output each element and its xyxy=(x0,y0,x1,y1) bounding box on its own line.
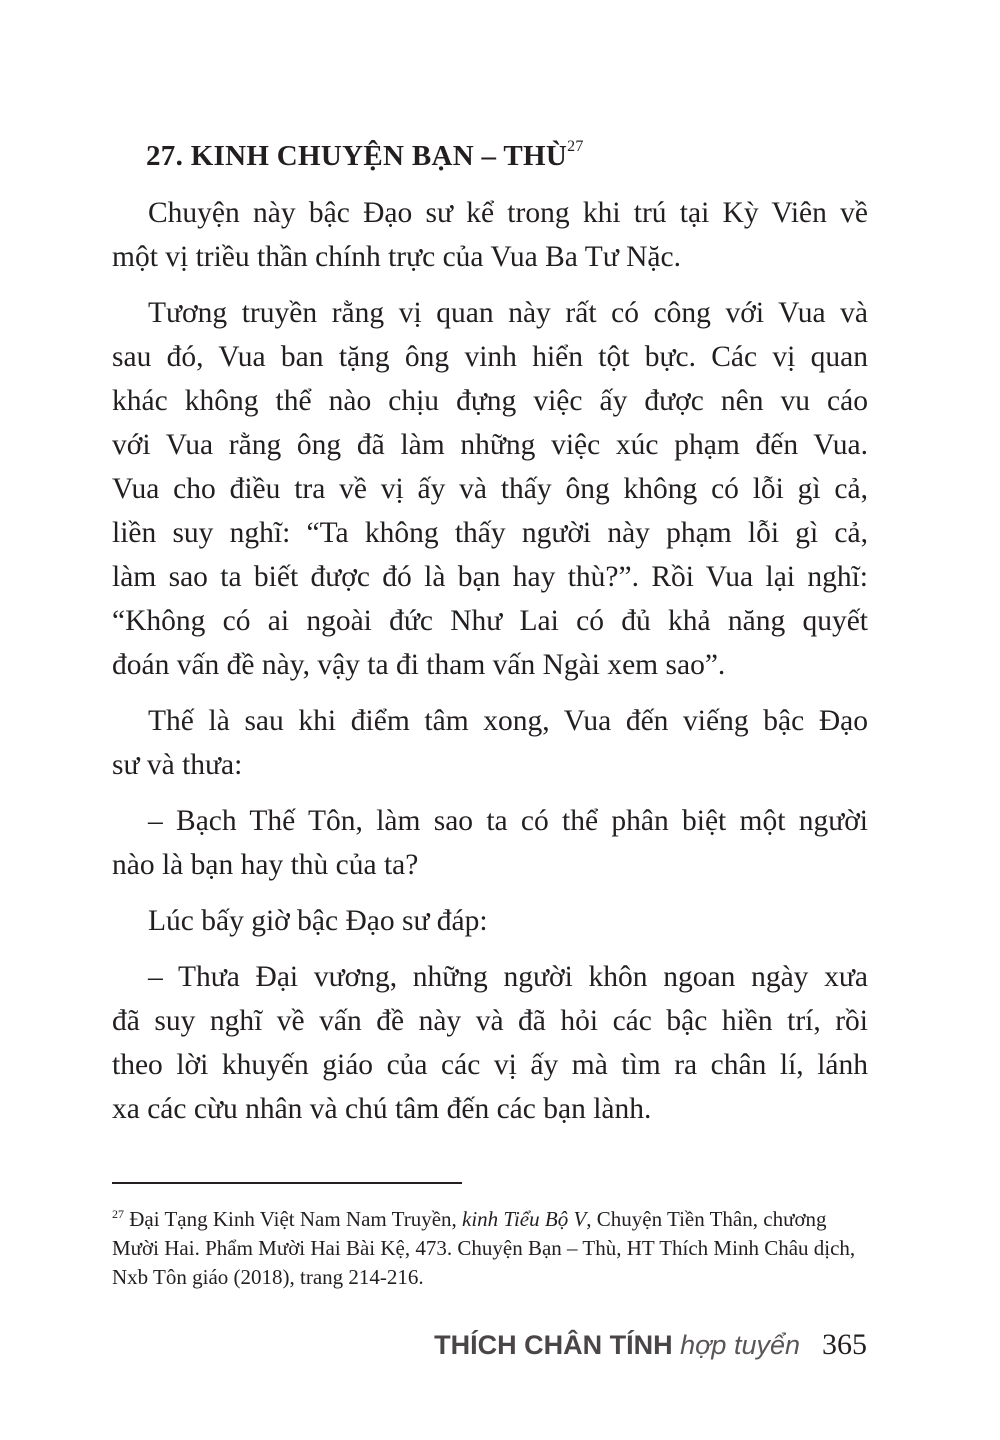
text-line: – Thưa Đại vương, những người khôn ngoan ngày xưa xyxy=(148,961,868,993)
footnote-divider xyxy=(112,1182,462,1184)
footnote-text: Đại Tạng Kinh Việt Nam Nam Truyền, xyxy=(129,1207,463,1231)
text-line: Tương truyền rằng vị quan này rất có công với Vua và xyxy=(148,297,868,329)
text-line: xa các cừu nhân và chú tâm đến các bạn lành. xyxy=(112,1093,652,1125)
text-line: nào là bạn hay thù của ta? xyxy=(112,849,419,881)
paragraph xyxy=(112,799,868,887)
footnote-italic: kinh Tiểu Bộ V xyxy=(462,1207,587,1231)
chapter-title xyxy=(146,138,584,173)
text-line: đã suy nghĩ về vấn đề này và đã hỏi các bậc hiền trí, rồi xyxy=(112,1005,868,1037)
paragraph xyxy=(112,899,868,943)
text-line: sư và thưa: xyxy=(112,749,243,781)
text-line: với Vua rằng ông đã làm những việc xúc phạm đến Vua. xyxy=(112,429,868,461)
body-text xyxy=(112,191,868,1143)
footnote-number: 27 xyxy=(112,1207,124,1221)
text-line: Chuyện này bậc Đạo sư kể trong khi trú tại Kỳ Viên về xyxy=(148,197,868,229)
paragraph xyxy=(112,955,868,1131)
text-line: làm sao ta biết được đó là bạn hay thù?”. Rồi Vua lại nghĩ: xyxy=(112,561,868,593)
text-line: Thế là sau khi điểm tâm xong, Vua đến viếng bậc Đạo xyxy=(148,705,868,737)
text-line: đoán vấn đề này, vậy ta đi tham vấn Ngài xem sao”. xyxy=(112,649,726,681)
text-line: – Bạch Thế Tôn, làm sao ta có thể phân biệt một người xyxy=(148,805,868,837)
paragraph xyxy=(112,291,868,687)
text-line: Lúc bấy giờ bậc Đạo sư đáp: xyxy=(148,905,488,937)
text-line: liền suy nghĩ: “Ta không thấy người này phạm lỗi gì cả, xyxy=(112,517,868,549)
text-line: Vua cho điều tra về vị ấy và thấy ông không có lỗi gì cả, xyxy=(112,473,868,505)
paragraph xyxy=(112,699,868,787)
text-line: sau đó, Vua ban tặng ông vinh hiển tột bực. Các vị quan xyxy=(112,341,868,373)
footer-subtitle: hợp tuyển xyxy=(680,1330,800,1360)
chapter-title-text: 27. KINH CHUYỆN BẠN – THÙ xyxy=(146,140,568,172)
page-number: 365 xyxy=(822,1328,867,1361)
page-footer xyxy=(434,1328,867,1362)
footnote-text-rest: , Chuyện Tiền Thân, chương Mười Hai. Phẩm Mười Hai Bài Kệ, 473. Chuyện Bạn – Thù, HT Thích Minh Châu dịch, Nxb Tôn giáo (2018), trang 214-216. xyxy=(112,1207,856,1289)
text-line: theo lời khuyến giáo của các vị ấy mà tìm ra chân lí, lánh xyxy=(112,1049,868,1081)
paragraph xyxy=(112,191,868,279)
footer-author: THÍCH CHÂN TÍNH xyxy=(434,1330,673,1360)
text-line: “Không có ai ngoài đức Như Lai có đủ khả năng quyết xyxy=(112,605,868,637)
text-line: khác không thể nào chịu đựng việc ấy được nên vu cáo xyxy=(112,385,868,417)
footnote xyxy=(112,1200,868,1292)
footnote-ref: 27 xyxy=(567,138,584,155)
text-line: một vị triều thần chính trực của Vua Ba Tư Nặc. xyxy=(112,241,681,273)
